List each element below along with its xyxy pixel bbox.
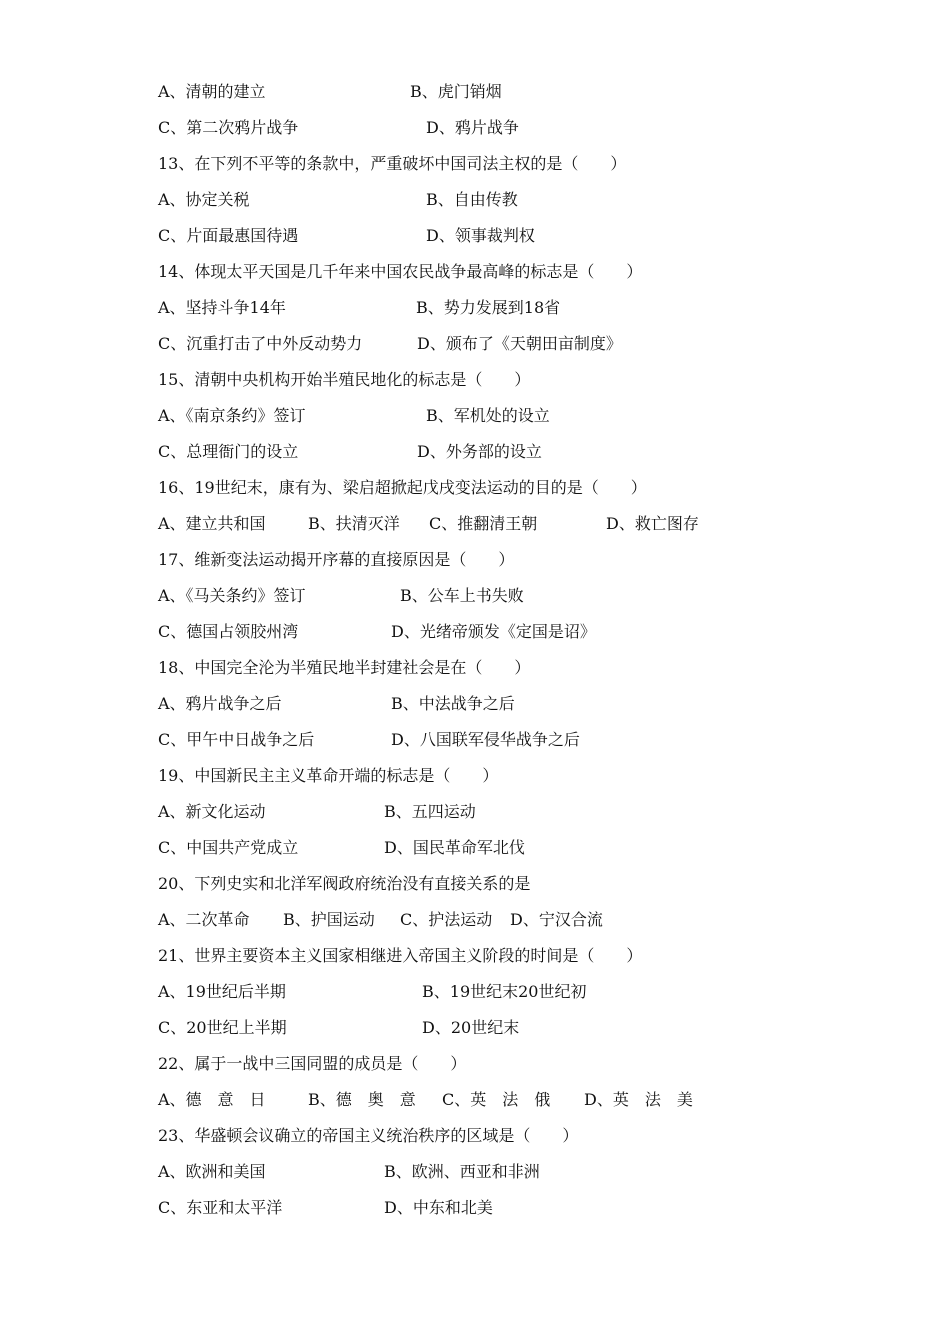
- answer-option: D、领事裁判权: [426, 226, 535, 245]
- question-text: [158, 872, 530, 896]
- answer-option: A、新文化运动: [158, 802, 266, 821]
- answer-option: B、护国运动: [283, 910, 375, 929]
- question-text: [158, 548, 514, 572]
- answer-option: B、军机处的设立: [426, 406, 550, 425]
- answer-option: A、清朝的建立: [158, 82, 266, 101]
- answer-option: A、建立共和国: [158, 514, 266, 533]
- answer-option: B、扶清灭洋: [308, 514, 400, 533]
- answer-option: B、自由传教: [426, 190, 518, 209]
- question-stem: 13、在下列不平等的条款中，严重破坏中国司法主权的是（ ）: [158, 154, 627, 173]
- answer-option: B、势力发展到18省: [416, 298, 561, 317]
- question-text: [158, 368, 530, 392]
- question-text: [158, 476, 647, 500]
- question-stem: 22、属于一战中三国同盟的成员是（ ）: [158, 1054, 467, 1073]
- answer-option: A、欧洲和美国: [158, 1162, 266, 1181]
- answer-option: D、英 法 美: [584, 1090, 693, 1109]
- answer-option: A、协定关税: [158, 190, 250, 209]
- answer-option: A、坚持斗争14年: [158, 298, 286, 317]
- answer-option: C、第二次鸦片战争: [158, 118, 299, 137]
- question-stem: 19、中国新民主主义革命开端的标志是（ ）: [158, 766, 499, 785]
- answer-option: C、德国占领胶州湾: [158, 622, 299, 641]
- question-text: [158, 152, 626, 176]
- answer-option: B、19世纪末20世纪初: [422, 982, 587, 1001]
- question-text: [158, 1124, 578, 1148]
- answer-option: B、五四运动: [384, 802, 476, 821]
- question-stem: 15、清朝中央机构开始半殖民地化的标志是（ ）: [158, 370, 531, 389]
- answer-option: B、虎门销烟: [410, 82, 502, 101]
- answer-option: D、中东和北美: [384, 1198, 493, 1217]
- answer-option: D、外务部的设立: [417, 442, 542, 461]
- answer-option: D、鸦片战争: [426, 118, 519, 137]
- answer-option: D、20世纪末: [422, 1018, 520, 1037]
- answer-option: C、甲午中日战争之后: [158, 730, 315, 749]
- question-text: [158, 764, 498, 788]
- answer-option: A、鸦片战争之后: [158, 694, 282, 713]
- answer-option: C、护法运动: [400, 910, 493, 929]
- answer-option: C、沉重打击了中外反动势力: [158, 334, 363, 353]
- answer-option: D、光绪帝颁发《定国是诏》: [391, 622, 596, 641]
- question-stem: 21、世界主要资本主义国家相继进入帝国主义阶段的时间是（ ）: [158, 946, 643, 965]
- answer-option: B、中法战争之后: [391, 694, 515, 713]
- answer-option: D、国民革命军北伐: [384, 838, 525, 857]
- answer-option: A、德 意 日: [158, 1090, 266, 1109]
- answer-option: B、公车上书失败: [400, 586, 524, 605]
- answer-option: C、英 法 俄: [442, 1090, 551, 1109]
- question-stem: 18、中国完全沦为半殖民地半封建社会是在（ ）: [158, 658, 531, 677]
- answer-option: A、二次革命: [158, 910, 250, 929]
- question-stem: 20、下列史实和北洋军阀政府统治没有直接关系的是: [158, 874, 531, 893]
- answer-option: C、20世纪上半期: [158, 1018, 287, 1037]
- question-stem: 23、华盛顿会议确立的帝国主义统治秩序的区域是（ ）: [158, 1126, 579, 1145]
- answer-option: B、欧洲、西亚和非洲: [384, 1162, 540, 1181]
- answer-option: A、《马关条约》签订: [158, 586, 306, 605]
- question-stem: 16、19世纪末，康有为、梁启超掀起戊戌变法运动的目的是（ ）: [158, 478, 647, 497]
- answer-option: C、中国共产党成立: [158, 838, 299, 857]
- answer-option: A、《南京条约》签订: [158, 406, 306, 425]
- question-stem: 14、体现太平天国是几千年来中国农民战争最高峰的标志是（ ）: [158, 262, 643, 281]
- question-text: [158, 944, 642, 968]
- question-text: [158, 1052, 466, 1076]
- answer-option: C、总理衙门的设立: [158, 442, 299, 461]
- answer-option: C、东亚和太平洋: [158, 1198, 283, 1217]
- answer-option: D、救亡图存: [606, 514, 699, 533]
- answer-option: B、德 奥 意: [308, 1090, 416, 1109]
- question-text: [158, 656, 530, 680]
- answer-option: C、片面最惠国待遇: [158, 226, 299, 245]
- answer-option: D、颁布了《天朝田亩制度》: [417, 334, 622, 353]
- question-text: [158, 260, 642, 284]
- answer-option: A、19世纪后半期: [158, 982, 286, 1001]
- answer-option: D、八国联军侵华战争之后: [391, 730, 580, 749]
- question-stem: 17、维新变法运动揭开序幕的直接原因是（ ）: [158, 550, 515, 569]
- answer-option: D、宁汉合流: [510, 910, 603, 929]
- answer-option: C、推翻清王朝: [429, 514, 538, 533]
